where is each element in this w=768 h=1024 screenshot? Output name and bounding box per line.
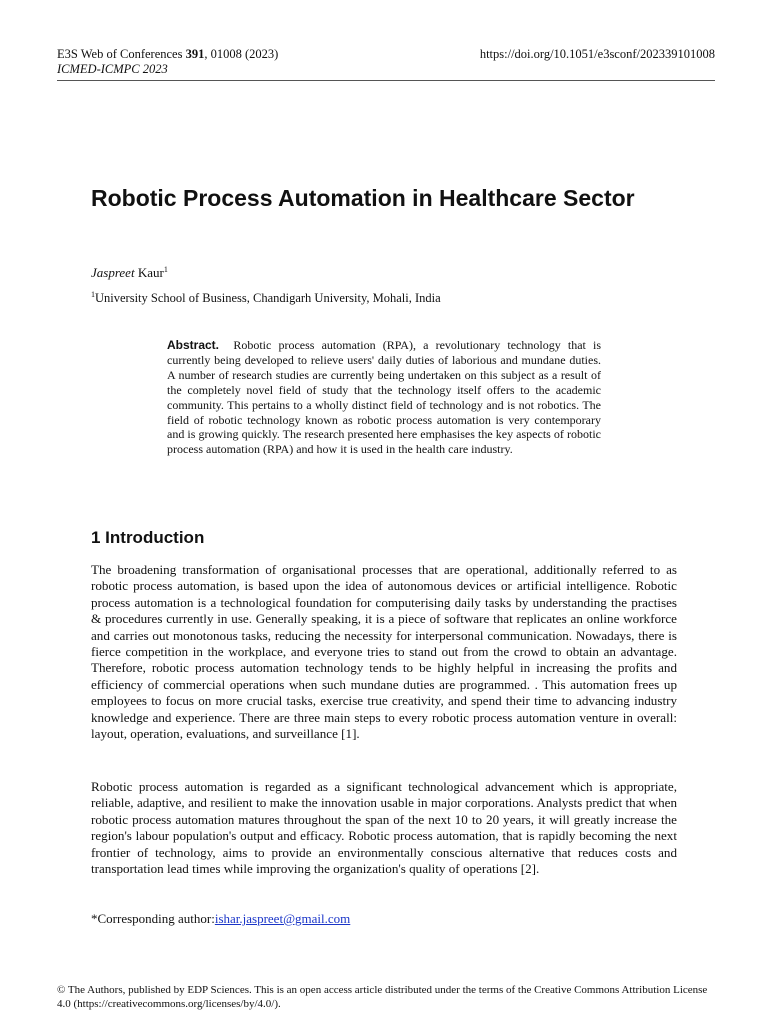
author-last-name: Kaur bbox=[134, 265, 164, 280]
paper-title: Robotic Process Automation in Healthcare Sector bbox=[91, 185, 635, 211]
affiliation bbox=[91, 291, 441, 306]
license-footer: © The Authors, published by EDP Sciences. This is an open access article distributed under the terms of the Creative Commons Attribution License 4.0 (https://creativecommons.org/licenses/by/4.0/). bbox=[57, 984, 708, 1010]
intro-paragraph-2: Robotic process automation is regarded as a significant technological advancement which is appropriate, reliable, adaptive, and resilient to make the innovation usable in major corporations. Analysts predict that when robotic process automation matures throughout the span of the next 10 to 20 years, it will greatly increase the region's labour population's output and efficacy. Robotic process automation, that is rapidly becoming the next frontier of technology, aims to provide an environmentally conscious alternative that reduces costs and transportation lead times while improving the organization's quality of operations [2]. bbox=[91, 779, 677, 877]
section-heading-introduction: 1 Introduction bbox=[91, 528, 205, 547]
abstract-label: Abstract. bbox=[167, 338, 220, 352]
journal-name: E3S Web of Conferences bbox=[57, 47, 186, 61]
author-line bbox=[91, 265, 168, 281]
conference-name: ICMED-ICMPC 2023 bbox=[57, 62, 168, 76]
corresponding-author bbox=[91, 911, 350, 927]
journal-volume: 391 bbox=[185, 47, 205, 61]
corresponding-email-link[interactable]: ishar.jaspreet@gmail.com bbox=[214, 911, 351, 926]
corresponding-author-label: *Corresponding author: bbox=[91, 911, 215, 926]
doi-link[interactable]: https://doi.org/10.1051/e3sconf/202339101008 bbox=[479, 47, 715, 61]
author-first-name: Jaspreet bbox=[91, 265, 135, 280]
journal-article-number: , 01008 (2023) bbox=[204, 47, 279, 61]
abstract bbox=[167, 338, 601, 457]
journal-citation bbox=[57, 47, 278, 62]
intro-paragraph-1: The broadening transformation of organisational processes that are operational, additionally referred to as robotic process automation, is based upon the idea of autonomous devices or artificial intelligence. Robotic process automation is a technological foundation for computerising daily tasks by understanding the practises & procedures currently in use. Generally speaking, it is a piece of software that replicates an online workforce and carries out monotonous tasks, reducing the necessity for interpersonal communication. Nowadays, there is fierce competition in the workplace, and everyone tries to stand out from the crowd to obtain an advantage. Therefore, robotic process automation technology tends to be highly helpful in increasing the profits and efficiency of commercial operations when such mundane duties are programmed. . This automation frees up employees to focus on more crucial tasks, exercise true creativity, and spend their time to advancing industry knowledge and experience. There are three main steps to every robotic process automation venture in overall: layout, operation, evaluations, and surveillance [1]. bbox=[91, 562, 677, 742]
affiliation-text: University School of Business, Chandigarh University, Mohali, India bbox=[95, 291, 441, 305]
affiliation-mark: 1 bbox=[91, 290, 95, 299]
header-divider bbox=[57, 80, 715, 81]
abstract-text: Robotic process automation (RPA), a revolutionary technology that is currently being developed to relieve users' daily duties of laborious and mundane duties. A number of research studies are currently being undertaken on this subject as a result of the completely novel field of study that the technology itself offers to the academic community. This pertains to a wholly distinct field of technology and is not robotics. The field of robotic technology known as robotic process automation is very contemporary and is growing quickly. The research presented here emphasises the key aspects of robotic process automation (RPA) and how it is used in the health care industry. bbox=[167, 338, 601, 457]
author-affiliation-mark: 1 bbox=[163, 265, 168, 274]
journal-header bbox=[57, 47, 278, 77]
